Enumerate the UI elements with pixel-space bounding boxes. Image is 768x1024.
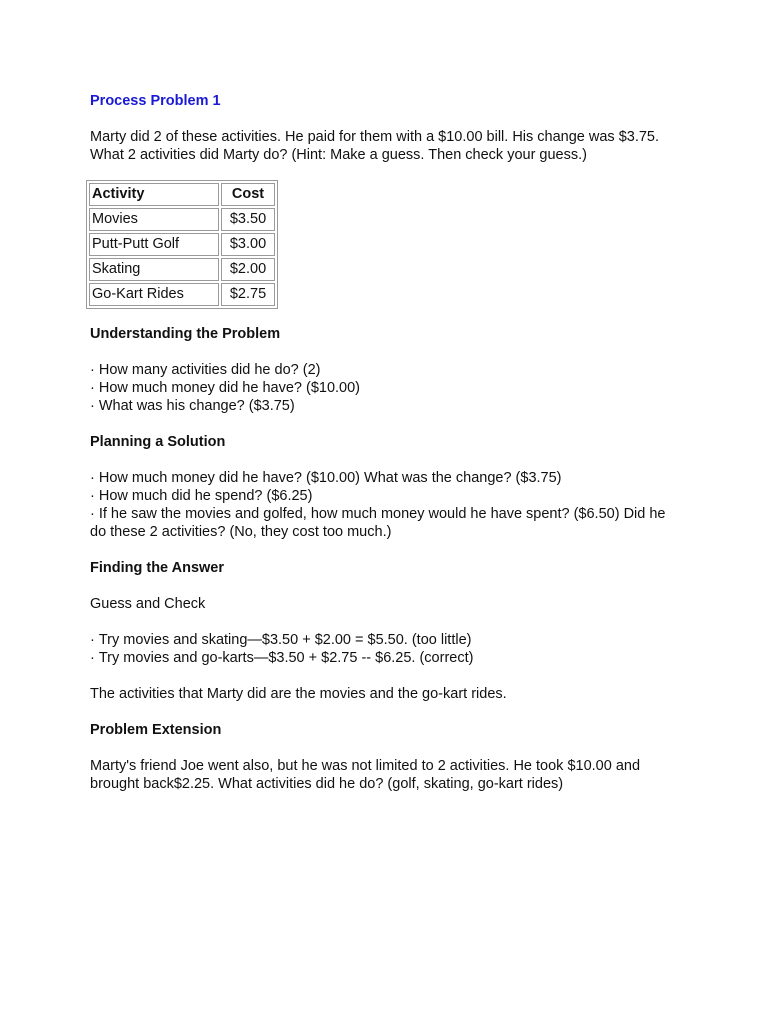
table-cell-cost: $3.00 xyxy=(221,233,275,256)
list-item xyxy=(90,505,680,541)
list-item xyxy=(90,361,680,379)
table-header-activity: Activity xyxy=(89,183,219,206)
list-item-text: Try movies and go-karts—$3.50 + $2.75 -- $6.25. (correct) xyxy=(98,650,474,666)
list-item-text: How much money did he have? ($10.00) xyxy=(98,380,360,396)
table-cell-cost: $2.75 xyxy=(221,283,275,306)
finding-subheading: Guess and Check xyxy=(90,596,206,612)
list-item xyxy=(90,649,680,667)
list-item-text: Try movies and skating—$3.50 + $2.00 = $5.50. (too little) xyxy=(98,632,472,648)
table-cell-activity: Putt-Putt Golf xyxy=(89,233,219,256)
table-cell-activity: Go-Kart Rides xyxy=(89,283,219,306)
bullet-icon: · xyxy=(90,632,95,648)
finding-list xyxy=(90,631,680,667)
bullet-icon: · xyxy=(90,362,95,378)
table-row xyxy=(89,258,275,281)
planning-list xyxy=(90,469,680,541)
table-header-cost: Cost xyxy=(221,183,275,206)
problem-title: Process Problem 1 xyxy=(90,93,221,109)
list-item xyxy=(90,469,680,487)
table-cell-cost: $2.00 xyxy=(221,258,275,281)
table-row xyxy=(89,208,275,231)
table-cell-activity: Movies xyxy=(89,208,219,231)
bullet-icon: · xyxy=(90,506,95,522)
document-content xyxy=(90,92,680,811)
extension-heading: Problem Extension xyxy=(90,722,222,738)
list-item xyxy=(90,631,680,649)
activity-cost-table xyxy=(86,180,278,309)
understanding-list xyxy=(90,361,680,415)
list-item xyxy=(90,487,680,505)
bullet-icon: · xyxy=(90,398,95,414)
table-row xyxy=(89,233,275,256)
list-item-text: How many activities did he do? (2) xyxy=(98,362,321,378)
list-item-text: What was his change? ($3.75) xyxy=(98,398,295,414)
list-item xyxy=(90,397,680,415)
table-row xyxy=(89,283,275,306)
bullet-icon: · xyxy=(90,470,95,486)
list-item-text: If he saw the movies and golfed, how much money would he have spent? ($6.50) Did he do these 2 activities? (No, they cost too much.) xyxy=(90,506,666,540)
list-item-text: How much money did he have? ($10.00) What was the change? ($3.75) xyxy=(98,470,562,486)
table-cell-activity: Skating xyxy=(89,258,219,281)
extension-text: Marty's friend Joe went also, but he was not limited to 2 activities. He took $10.00 and brought back$2.25. What activities did he do? (golf, skating, go-kart rides) xyxy=(90,758,641,792)
finding-conclusion: The activities that Marty did are the movies and the go-kart rides. xyxy=(90,686,507,702)
bullet-icon: · xyxy=(90,380,95,396)
planning-heading: Planning a Solution xyxy=(90,434,226,450)
bullet-icon: · xyxy=(90,488,95,504)
problem-intro: Marty did 2 of these activities. He paid for them with a $10.00 bill. His change was $3.75. What 2 activities did Marty do? (Hint: Make a guess. Then check your guess.) xyxy=(90,129,660,163)
finding-heading: Finding the Answer xyxy=(90,560,224,576)
bullet-icon: · xyxy=(90,650,95,666)
list-item xyxy=(90,379,680,397)
table-cell-cost: $3.50 xyxy=(221,208,275,231)
understanding-heading: Understanding the Problem xyxy=(90,326,281,342)
table-header-row xyxy=(89,183,275,206)
list-item-text: How much did he spend? ($6.25) xyxy=(98,488,313,504)
